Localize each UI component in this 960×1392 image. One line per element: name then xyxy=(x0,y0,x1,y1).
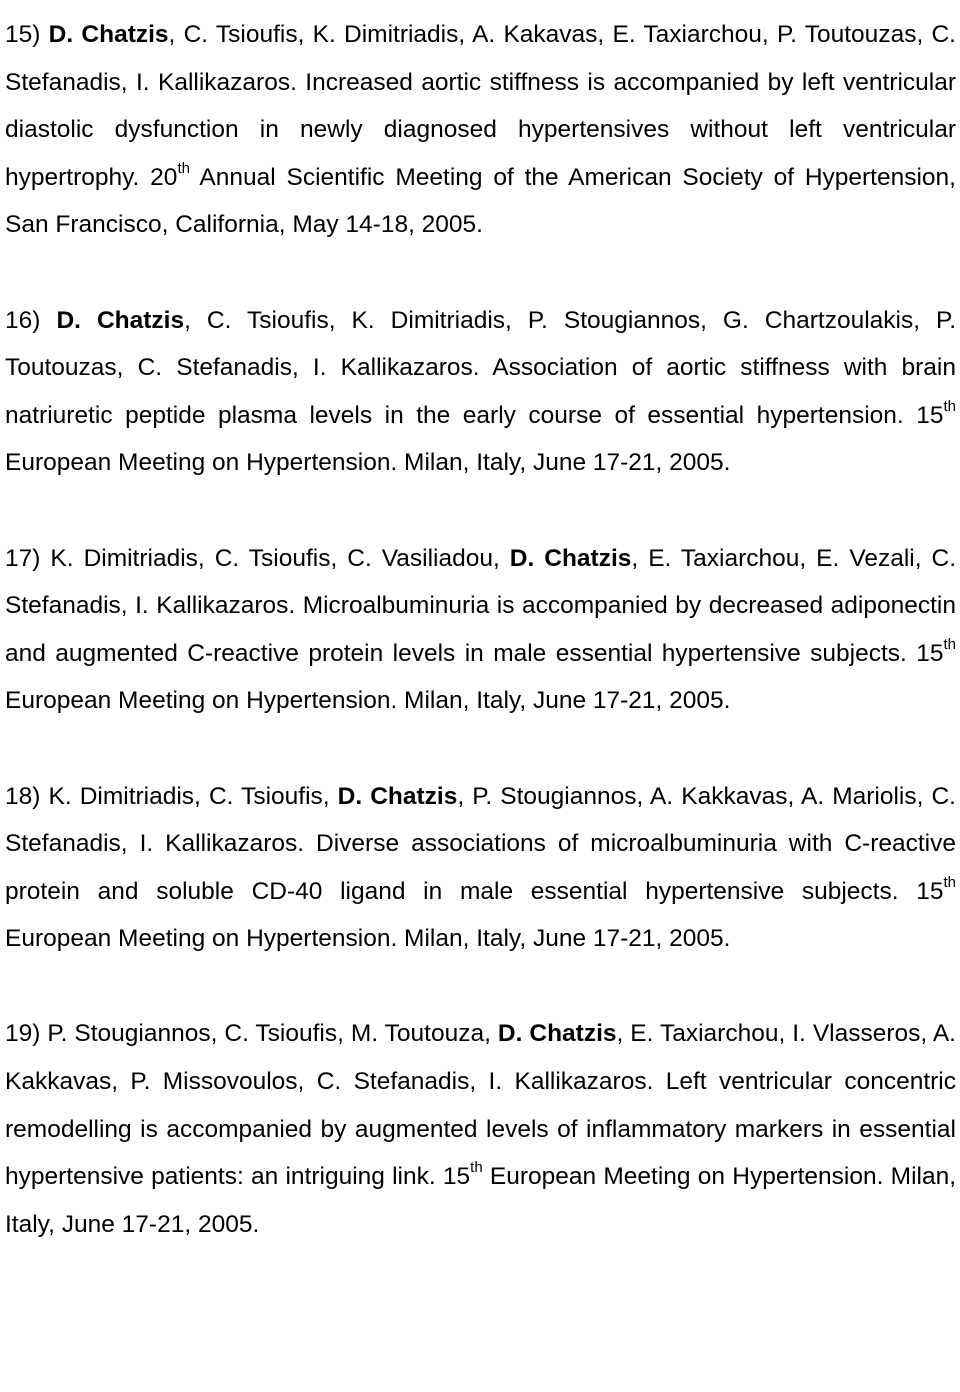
reference-text: European Meeting on Hypertension. Milan, Italy, June 17-21, 2005. xyxy=(5,1163,957,1238)
reference-number: 16) xyxy=(5,306,41,334)
highlighted-author: D. Chatzis xyxy=(497,1020,617,1048)
reference-text: European Meeting on Hypertension. Milan, Italy, June 17-21, 2005. xyxy=(5,449,731,477)
reference-entry xyxy=(5,297,956,487)
reference-text: European Meeting on Hypertension. Milan, Italy, June 17-21, 2005. xyxy=(5,925,731,953)
reference-entry xyxy=(5,773,956,963)
reference-entry xyxy=(5,535,956,725)
reference-entry xyxy=(5,11,956,249)
highlighted-author: D. Chatzis xyxy=(56,306,185,334)
ordinal-superscript: th xyxy=(943,635,956,653)
reference-list xyxy=(5,11,956,1248)
highlighted-author: D. Chatzis xyxy=(509,544,632,572)
ordinal-superscript: th xyxy=(943,873,956,891)
reference-number: 17) xyxy=(5,544,41,572)
reference-text: P. Stougiannos, C. Tsioufis, M. Toutouza, xyxy=(47,1020,498,1048)
highlighted-author: D. Chatzis xyxy=(337,782,458,810)
reference-text: K. Dimitriadis, C. Tsioufis, C. Vasiliadou, xyxy=(50,544,510,572)
reference-number: 19) xyxy=(5,1020,41,1048)
reference-text: , C. Tsioufis, K. Dimitriadis, P. Stougiannos, G. Chartzoulakis, P. Toutouzas, C. Stefanadis, I. Kallikazaros. Association of aortic stiffness with brain natriuretic peptide plasma levels in the early course of essential hypertension. 15 xyxy=(5,306,957,429)
reference-text: Annual Scientific Meeting of the American Society of Hypertension, San Francisco, California, May 14-18, 2005. xyxy=(5,163,956,239)
reference-text: , C. Tsioufis, K. Dimitriadis, A. Kakavas, E. Taxiarchou, P. Toutouzas, C. Stefanadis, I. Kallikazaros. Increased aortic stiffness is accompanied by left ventricular diastolic dysfunction in newly diagnosed hypertensives without left ventricular hypertrophy. 20 xyxy=(5,21,956,191)
ordinal-superscript: th xyxy=(470,1159,483,1177)
reference-number: 18) xyxy=(5,782,41,810)
ordinal-superscript: th xyxy=(177,159,190,177)
ordinal-superscript: th xyxy=(943,397,956,415)
reference-text: , P. Stougiannos, A. Kakkavas, A. Mariolis, C. Stefanadis, I. Kallikazaros. Diverse associations of microalbuminuria with C-reactive protein and soluble CD-40 ligand in male essential hypertensive subjects. 15 xyxy=(5,782,956,905)
reference-text: , E. Taxiarchou, E. Vezali, C. Stefanadis, I. Kallikazaros. Microalbuminuria is accompanied by decreased adiponectin and augmented C-reactive protein levels in male essential hypertensive subjects. 15 xyxy=(5,544,957,667)
reference-text: K. Dimitriadis, C. Tsioufis, xyxy=(48,782,338,810)
highlighted-author: D. Chatzis xyxy=(48,21,169,48)
reference-number: 15) xyxy=(5,21,41,48)
reference-entry xyxy=(5,1010,956,1248)
reference-text: European Meeting on Hypertension. Milan, Italy, June 17-21, 2005. xyxy=(5,687,731,715)
reference-text: , E. Taxiarchou, I. Vlasseros, A. Kakkavas, P. Missovoulos, C. Stefanadis, I. Kallikazaros. Left ventricular concentric remodelling is accompanied by augmented levels of inflammatory markers in essential hypertensive patients: an intriguing link. 15 xyxy=(5,1020,956,1191)
